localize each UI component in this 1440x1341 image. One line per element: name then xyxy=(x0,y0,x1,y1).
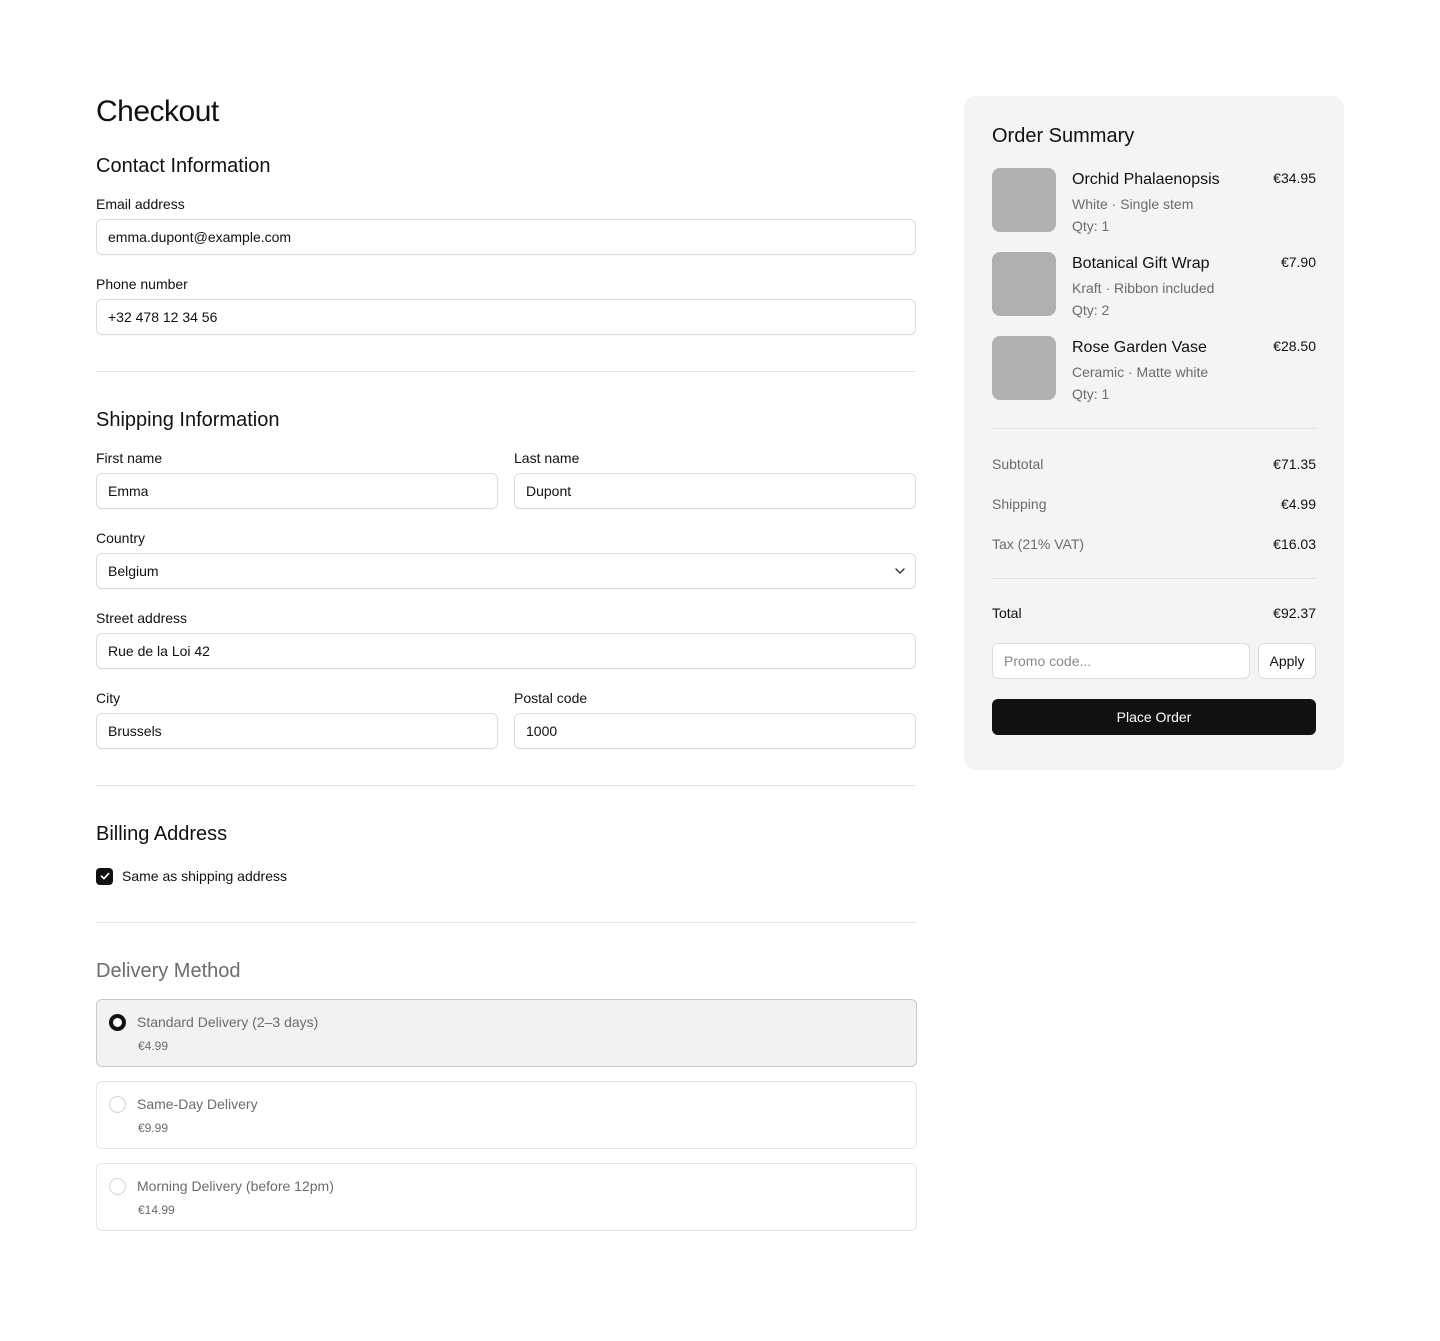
delivery-section-title: Delivery Method xyxy=(96,960,241,982)
phone-label: Phone number xyxy=(96,276,188,292)
email-label: Email address xyxy=(96,196,185,212)
delivery-option-same-day[interactable] xyxy=(96,1081,917,1149)
delivery-option-price: €14.99 xyxy=(138,1203,175,1217)
summary-divider xyxy=(992,428,1316,429)
country-selected-value[interactable]: Belgium xyxy=(96,553,916,589)
city-label: City xyxy=(96,690,121,706)
check-icon xyxy=(99,870,111,882)
shipping-section-title: Shipping Information xyxy=(96,409,280,431)
last-name-label: Last name xyxy=(514,450,580,466)
tax-row xyxy=(992,536,1316,552)
phone-field[interactable] xyxy=(96,299,916,335)
street-field[interactable] xyxy=(96,633,916,669)
shipping-label: Shipping xyxy=(992,496,1047,512)
tax-label: Tax (21% VAT) xyxy=(992,536,1085,552)
postal-code-label: Postal code xyxy=(514,690,588,706)
delivery-radio-standard[interactable] xyxy=(109,1014,126,1031)
apply-promo-button[interactable]: Apply xyxy=(1258,643,1316,679)
same-as-shipping-label: Same as shipping address xyxy=(122,868,287,884)
first-name-field[interactable] xyxy=(96,473,498,509)
item-variant: Kraft · Ribbon included xyxy=(1072,280,1215,296)
summary-divider xyxy=(992,578,1316,579)
postal-code-field[interactable] xyxy=(514,713,916,749)
subtotal-label: Subtotal xyxy=(992,456,1044,472)
delivery-option-name: Same-Day Delivery xyxy=(137,1096,258,1112)
country-select[interactable] xyxy=(96,553,916,589)
order-item xyxy=(992,336,1316,400)
promo-row xyxy=(992,643,1316,679)
order-item xyxy=(992,168,1316,232)
item-variant: White · Single stem xyxy=(1072,196,1194,212)
product-thumbnail xyxy=(992,336,1056,400)
place-order-button[interactable]: Place Order xyxy=(992,699,1316,735)
product-thumbnail xyxy=(992,168,1056,232)
delivery-option-standard[interactable] xyxy=(96,999,917,1067)
product-thumbnail xyxy=(992,252,1056,316)
email-field[interactable] xyxy=(96,219,916,255)
street-label: Street address xyxy=(96,610,188,626)
chevron-down-icon xyxy=(894,565,906,577)
same-as-shipping-checkbox[interactable] xyxy=(96,868,113,885)
same-as-shipping-row[interactable] xyxy=(96,866,916,886)
delivery-radio-morning[interactable] xyxy=(109,1178,126,1195)
tax-value: €16.03 xyxy=(1273,536,1316,552)
shipping-value: €4.99 xyxy=(1280,496,1316,512)
item-quantity: Qty: 2 xyxy=(1072,302,1110,318)
checkout-main xyxy=(96,96,916,1231)
order-summary-panel xyxy=(964,96,1344,770)
promo-code-input[interactable] xyxy=(992,643,1250,679)
billing-section-title: Billing Address xyxy=(96,823,228,845)
total-label: Total xyxy=(992,605,1022,621)
section-divider xyxy=(96,922,916,923)
first-name-label: First name xyxy=(96,450,163,466)
delivery-option-price: €9.99 xyxy=(138,1121,169,1135)
item-variant: Ceramic · Matte white xyxy=(1072,364,1209,380)
section-divider xyxy=(96,371,916,372)
total-row xyxy=(992,605,1316,621)
subtotal-value: €71.35 xyxy=(1273,456,1316,472)
delivery-option-name: Morning Delivery (before 12pm) xyxy=(137,1178,334,1194)
page-title: Checkout xyxy=(96,95,219,128)
delivery-option-morning[interactable] xyxy=(96,1163,917,1231)
item-name: Rose Garden Vase xyxy=(1072,339,1207,356)
item-quantity: Qty: 1 xyxy=(1072,218,1110,234)
shipping-row xyxy=(992,496,1316,512)
item-name: Botanical Gift Wrap xyxy=(1072,255,1210,272)
item-price: €28.50 xyxy=(1273,338,1316,354)
item-name: Orchid Phalaenopsis xyxy=(1072,171,1220,188)
delivery-radio-same-day[interactable] xyxy=(109,1096,126,1113)
subtotal-row xyxy=(992,456,1316,472)
total-value: €92.37 xyxy=(1273,605,1316,621)
delivery-option-price: €4.99 xyxy=(138,1039,169,1053)
item-price: €34.95 xyxy=(1273,170,1316,186)
order-summary-title: Order Summary xyxy=(992,125,1135,147)
item-quantity: Qty: 1 xyxy=(1072,386,1110,402)
section-divider xyxy=(96,785,916,786)
order-item xyxy=(992,252,1316,316)
contact-section-title: Contact Information xyxy=(96,155,271,177)
last-name-field[interactable] xyxy=(514,473,916,509)
delivery-option-name: Standard Delivery (2–3 days) xyxy=(137,1014,319,1030)
item-price: €7.90 xyxy=(1280,254,1316,270)
country-label: Country xyxy=(96,530,146,546)
city-field[interactable] xyxy=(96,713,498,749)
order-items-list xyxy=(992,168,1316,400)
